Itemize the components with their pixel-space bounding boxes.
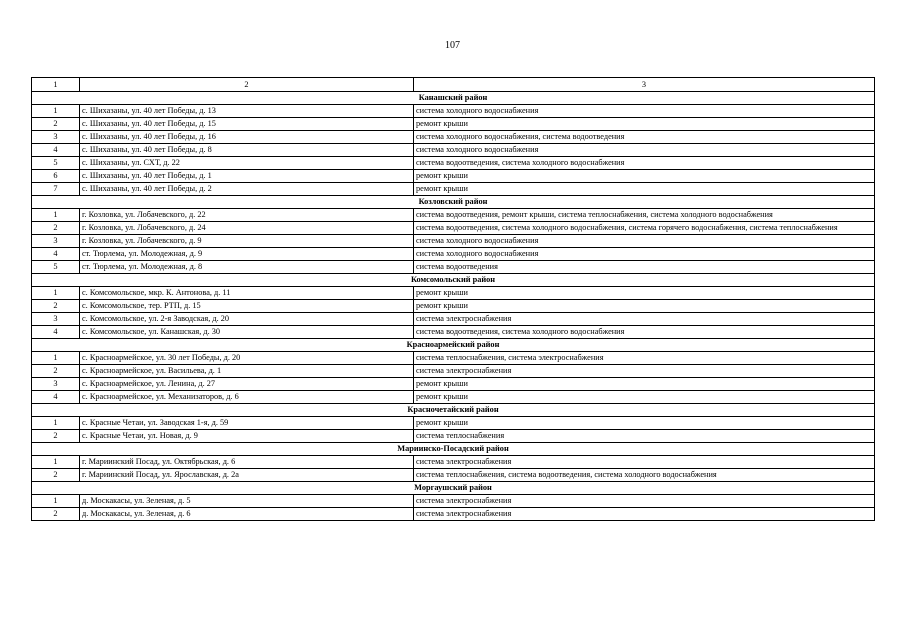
row-works: ремонт крыши — [414, 118, 875, 131]
row-address: с. Комсомольское, ул. 2-я Заводская, д. 20 — [80, 313, 414, 326]
row-address: с. Комсомольское, ул. Канашская, д. 30 — [80, 326, 414, 339]
row-address: с. Красноармейское, ул. Васильева, д. 1 — [80, 365, 414, 378]
row-address: с. Шихазаны, ул. 40 лет Победы, д. 16 — [80, 131, 414, 144]
row-address: с. Шихазаны, ул. СХТ, д. 22 — [80, 157, 414, 170]
table-row — [32, 378, 875, 391]
row-works: ремонт крыши — [414, 391, 875, 404]
row-number: 5 — [32, 157, 80, 170]
row-address: с. Шихазаны, ул. 40 лет Победы, д. 15 — [80, 118, 414, 131]
row-number: 1 — [32, 287, 80, 300]
row-works: система теплоснабжения, система электроснабжения — [414, 352, 875, 365]
table-row — [32, 352, 875, 365]
works-table — [31, 77, 875, 521]
row-number: 3 — [32, 313, 80, 326]
row-works: система холодного водоснабжения — [414, 144, 875, 157]
row-address: с. Красноармейское, ул. 30 лет Победы, д. 20 — [80, 352, 414, 365]
row-address: ст. Тюрлема, ул. Молодежная, д. 9 — [80, 248, 414, 261]
row-number: 1 — [32, 105, 80, 118]
row-works: ремонт крыши — [414, 300, 875, 313]
table-row — [32, 170, 875, 183]
row-address: с. Шихазаны, ул. 40 лет Победы, д. 8 — [80, 144, 414, 157]
row-address: с. Комсомольское, мкр. К. Антонова, д. 11 — [80, 287, 414, 300]
row-number: 3 — [32, 378, 80, 391]
district-header-row — [32, 196, 875, 209]
row-number: 1 — [32, 456, 80, 469]
row-works: система водоотведения, система холодного водоснабжения, система горячего водоснабжения, система теплоснабжения — [414, 222, 875, 235]
row-works: система холодного водоснабжения — [414, 235, 875, 248]
row-works: система холодного водоснабжения — [414, 105, 875, 118]
row-works: система электроснабжения — [414, 456, 875, 469]
table-row — [32, 391, 875, 404]
row-number: 2 — [32, 430, 80, 443]
row-number: 2 — [32, 469, 80, 482]
row-number: 4 — [32, 326, 80, 339]
district-header-row — [32, 274, 875, 287]
row-works: система электроснабжения — [414, 495, 875, 508]
row-works: ремонт крыши — [414, 170, 875, 183]
table-row — [32, 144, 875, 157]
row-number: 1 — [32, 352, 80, 365]
table-row — [32, 287, 875, 300]
row-number: 1 — [32, 209, 80, 222]
table-row — [32, 456, 875, 469]
row-address: с. Шихазаны, ул. 40 лет Победы, д. 2 — [80, 183, 414, 196]
row-number: 1 — [32, 417, 80, 430]
row-address: д. Москакасы, ул. Зеленая, д. 5 — [80, 495, 414, 508]
row-works: система водоотведения — [414, 261, 875, 274]
row-address: г. Мариинский Посад, ул. Ярославская, д. 2а — [80, 469, 414, 482]
page-number: 107 — [445, 40, 460, 51]
header-col-2: 2 — [80, 78, 414, 92]
table-row — [32, 430, 875, 443]
table-row — [32, 326, 875, 339]
row-works: система электроснабжения — [414, 313, 875, 326]
row-works: система теплоснабжения, система водоотведения, система холодного водоснабжения — [414, 469, 875, 482]
row-address: с. Красные Четаи, ул. Новая, д. 9 — [80, 430, 414, 443]
row-number: 4 — [32, 391, 80, 404]
district-title: Красноармейский район — [32, 339, 875, 352]
district-header-row — [32, 482, 875, 495]
table-row — [32, 209, 875, 222]
table-row — [32, 261, 875, 274]
row-works: система водоотведения, ремонт крыши, система теплоснабжения, система холодного водоснабжения — [414, 209, 875, 222]
district-header-row — [32, 404, 875, 417]
row-address: с. Красноармейское, ул. Ленина, д. 27 — [80, 378, 414, 391]
table-row — [32, 118, 875, 131]
row-number: 7 — [32, 183, 80, 196]
row-works: ремонт крыши — [414, 287, 875, 300]
district-title: Мариинско-Посадский район — [32, 443, 875, 456]
table-row — [32, 365, 875, 378]
row-works: система водоотведения, система холодного водоснабжения — [414, 326, 875, 339]
row-works: ремонт крыши — [414, 378, 875, 391]
district-header-row — [32, 339, 875, 352]
row-address: ст. Тюрлема, ул. Молодежная, д. 8 — [80, 261, 414, 274]
row-number: 2 — [32, 222, 80, 235]
row-works: система электроснабжения — [414, 508, 875, 521]
header-col-1: 1 — [32, 78, 80, 92]
row-address: д. Москакасы, ул. Зеленая, д. 6 — [80, 508, 414, 521]
table-row — [32, 157, 875, 170]
district-header-row — [32, 443, 875, 456]
table-row — [32, 105, 875, 118]
row-number: 2 — [32, 118, 80, 131]
table-row — [32, 495, 875, 508]
header-col-3: 3 — [414, 78, 875, 92]
row-address: с. Шихазаны, ул. 40 лет Победы, д. 13 — [80, 105, 414, 118]
row-number: 1 — [32, 495, 80, 508]
table-row — [32, 469, 875, 482]
works-table-body — [32, 78, 875, 521]
table-header-row — [32, 78, 875, 92]
row-number: 4 — [32, 144, 80, 157]
row-number: 2 — [32, 508, 80, 521]
row-number: 5 — [32, 261, 80, 274]
row-address: г. Козловка, ул. Лобачевского, д. 9 — [80, 235, 414, 248]
row-address: с. Шихазаны, ул. 40 лет Победы, д. 1 — [80, 170, 414, 183]
row-address: г. Козловка, ул. Лобачевского, д. 24 — [80, 222, 414, 235]
row-number: 3 — [32, 131, 80, 144]
row-address: г. Мариинский Посад, ул. Октябрьская, д. 6 — [80, 456, 414, 469]
district-header-row — [32, 92, 875, 105]
table-row — [32, 300, 875, 313]
table-row — [32, 417, 875, 430]
table-row — [32, 222, 875, 235]
row-number: 2 — [32, 300, 80, 313]
table-row — [32, 131, 875, 144]
row-address: с. Комсомольское, тер. РТП, д. 15 — [80, 300, 414, 313]
row-number: 6 — [32, 170, 80, 183]
row-number: 2 — [32, 365, 80, 378]
row-works: ремонт крыши — [414, 417, 875, 430]
table-row — [32, 235, 875, 248]
row-works: система теплоснабжения — [414, 430, 875, 443]
table-row — [32, 313, 875, 326]
row-address: г. Козловка, ул. Лобачевского, д. 22 — [80, 209, 414, 222]
district-title: Комсомольский район — [32, 274, 875, 287]
row-address: с. Красные Четаи, ул. Заводская 1-я, д. 59 — [80, 417, 414, 430]
row-number: 3 — [32, 235, 80, 248]
district-title: Моргаушский район — [32, 482, 875, 495]
row-works: ремонт крыши — [414, 183, 875, 196]
row-works: система холодного водоснабжения — [414, 248, 875, 261]
district-title: Козловский район — [32, 196, 875, 209]
row-works: система водоотведения, система холодного водоснабжения — [414, 157, 875, 170]
table-row — [32, 508, 875, 521]
table-row — [32, 248, 875, 261]
row-works: система холодного водоснабжения, система водоотведения — [414, 131, 875, 144]
district-title: Канашский район — [32, 92, 875, 105]
district-title: Красночетайский район — [32, 404, 875, 417]
table-row — [32, 183, 875, 196]
row-address: с. Красноармейское, ул. Механизаторов, д. 6 — [80, 391, 414, 404]
row-number: 4 — [32, 248, 80, 261]
row-works: система электроснабжения — [414, 365, 875, 378]
